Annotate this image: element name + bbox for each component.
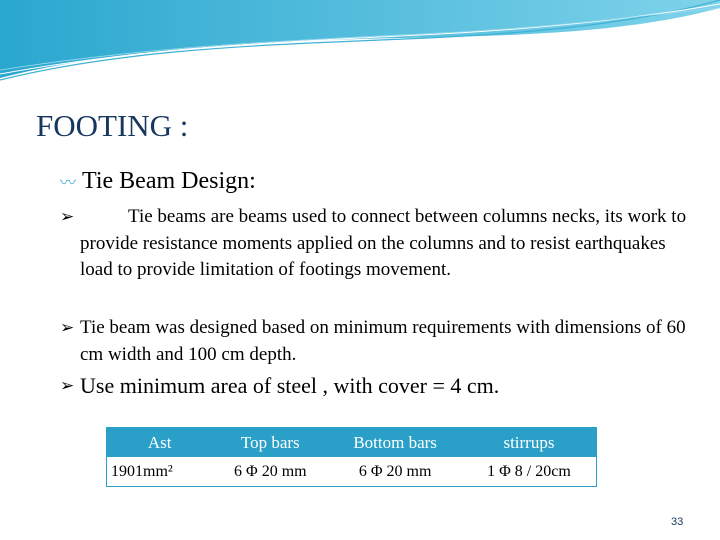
arrow-bullet-icon: ➢ xyxy=(60,207,75,226)
arrow-bullet-icon: ➢ xyxy=(60,376,75,395)
header-top-bars: Top bars xyxy=(212,428,328,458)
header-stirrups: stirrups xyxy=(462,428,597,458)
header-wave-decoration xyxy=(0,0,720,90)
header-ast: Ast xyxy=(107,428,213,458)
cell-top-bars: 6 Φ 20 mm xyxy=(234,462,307,480)
arrow-bullet-icon: ➢ xyxy=(60,318,75,337)
cell-stirrups: 1 Φ 8 / 20cm xyxy=(487,462,571,480)
bullet-2 xyxy=(60,315,700,368)
wave-bullet-icon: 〰 xyxy=(60,175,77,192)
cell-bottom-bars: 6 Φ 20 mm xyxy=(358,462,432,480)
table-row xyxy=(107,457,597,487)
bullet-1 xyxy=(60,204,700,284)
page-number: 33 xyxy=(671,516,684,528)
bullet-3 xyxy=(60,373,700,400)
table-header-row xyxy=(107,428,597,458)
bullet-3-text: Use minimum area of steel , with cover = 4 cm. xyxy=(80,373,500,398)
bullet-1-text: Tie beams are beams used to connect between columns necks, its work to provide resistance moments applied on the columns and to resist earthquakes load to provide limitation of footings movement. xyxy=(80,206,687,280)
reinforcement-table xyxy=(106,427,597,487)
slide-subtitle xyxy=(60,168,256,195)
header-bottom-bars: Bottom bars xyxy=(328,428,462,458)
subtitle-text: Tie Beam Design: xyxy=(82,168,256,194)
cell-ast: 1901mm² xyxy=(111,462,173,480)
slide-title: FOOTING : xyxy=(36,108,189,143)
bullet-2-text: Tie beam was designed based on minimum requirements with dimensions of 60 cm width and 100 cm depth. xyxy=(80,317,686,365)
